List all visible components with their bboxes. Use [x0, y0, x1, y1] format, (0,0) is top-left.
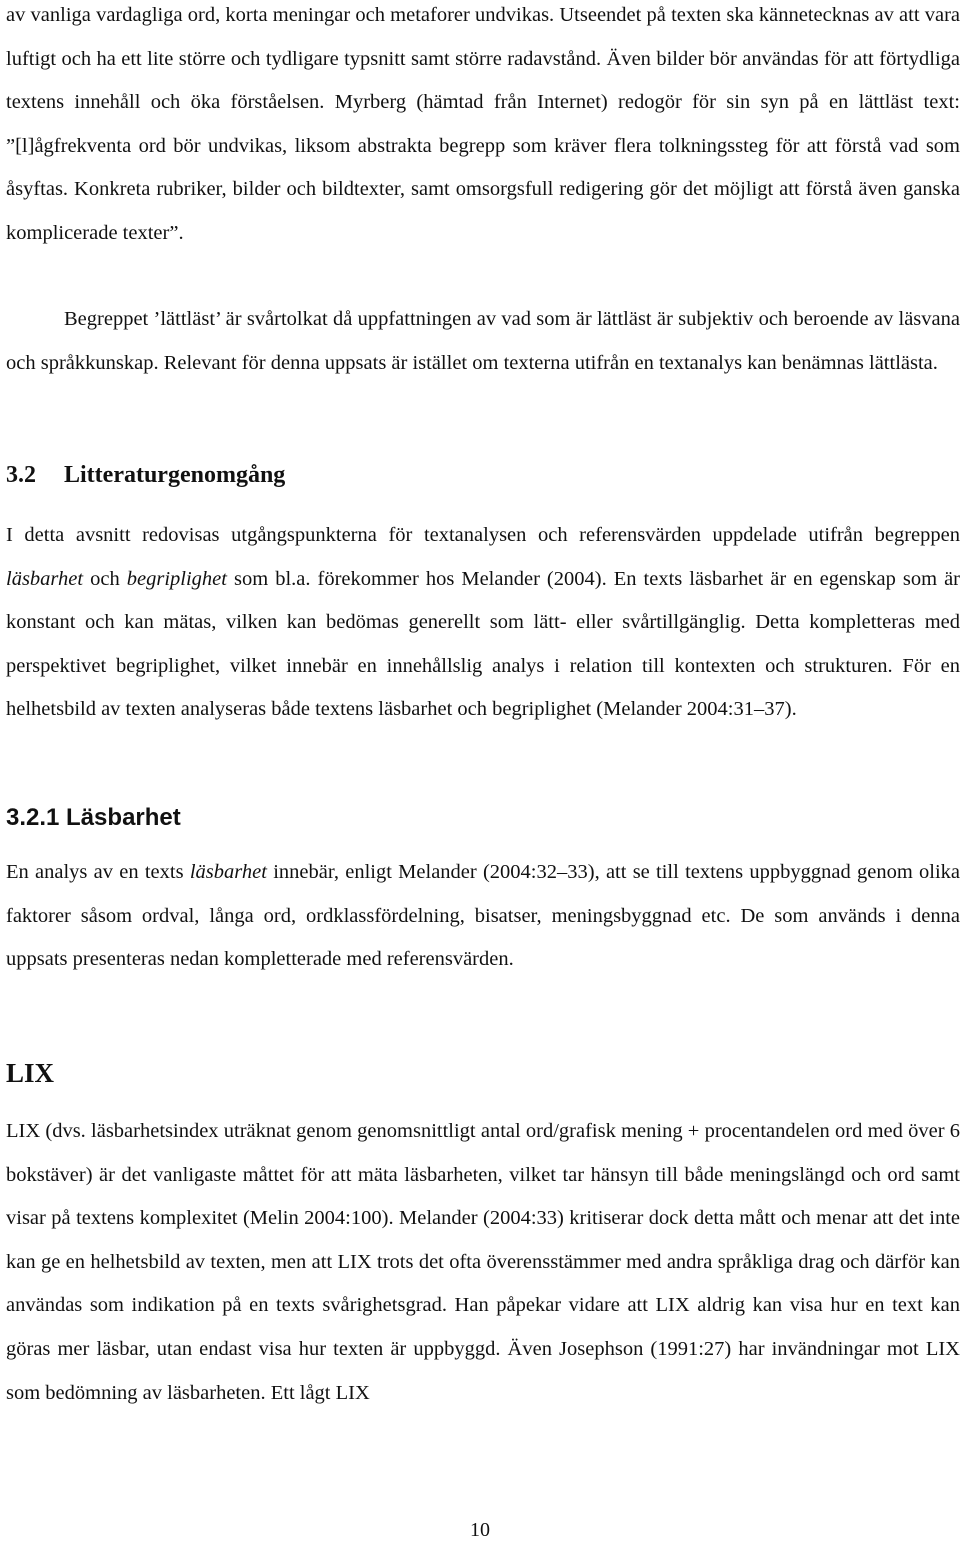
paragraph-intro [6, 0, 960, 256]
term-begriplighet: begriplighet [126, 567, 227, 590]
section-heading-3-2 [6, 462, 285, 489]
paragraph-lasbarhet [6, 851, 960, 982]
term-lasbarhet: läsbarhet [6, 567, 84, 590]
text-run: En analys av en texts [6, 861, 184, 883]
term-lasbarhet: läsbarhet [189, 861, 267, 883]
section-number: 3.2 [6, 462, 36, 488]
section-heading-lix: LIX [6, 1058, 55, 1088]
text-run: I detta avsnitt redovisas utgångspunkterna för textanalysen och referensvärden uppdelade utifrån begreppen [6, 524, 960, 546]
paragraph-text: av vanliga vardagliga ord, korta meningar och metaforer undvikas. Utseendet på texten ska kännetecknas av att vara luftigt och ha ett lite större och tydligare typsnitt samt större radavstånd. Även bilder bör användas för att förtydliga textens innehåll och öka förståelsen. Myrberg (hämtad från Internet) redogör för sin syn på en lättläst text: ”[l]ågfrekventa ord bör undvikas, liksom abstrakta begrepp som kräver flera tolkningssteg för att förstå vad som åsyftas. Konkreta rubriker, bilder och bildtexter, samt omsorgsfull redigering gör det möjligt att förstå även ganska komplicerade texter”. [6, 4, 960, 244]
paragraph-lix [6, 1110, 960, 1415]
section-heading-3-2-1: 3.2.1 Läsbarhet [6, 804, 181, 831]
text-run: som bl.a. förekommer hos Melander (2004). En texts läsbarhet är en egenskap som är konstant och kan mätas, vilken kan bedömas generellt som lätt- eller svårtillgänglig. Detta kompletteras med perspektivet begriplighet, vilket innebär en innehållslig analys i relation till kontexten och strukturen. För en helhetsbild av texten analyseras både textens läsbarhet och begriplighet (Melander 2004:31–37). [6, 567, 960, 721]
paragraph-begreppet [6, 298, 960, 385]
text-run: innebär, enligt Melander (2004:32–33), att se till textens uppbyggnad genom olika faktorer såsom ordval, långa ord, ordklassfördelning, bisatser, meningsbyggnad etc. De som används i denna uppsats presenteras nedan kompletterade med referensvärden. [6, 861, 960, 971]
section-title: Litteraturgenomgång [64, 462, 286, 488]
paragraph-litteraturgenomgang [6, 514, 960, 732]
page-number: 10 [470, 1519, 490, 1541]
paragraph-text [6, 514, 960, 732]
paragraph-text [6, 851, 960, 982]
paragraph-text: LIX (dvs. läsbarhetsindex uträknat genom genomsnittligt antal ord/grafisk mening + procentandelen ord med över 6 bokstäver) är det vanligaste måttet för att mäta läsbarheten, vilket tar hänsyn till både meningslängd och ord samt visar på textens komplexitet (Melin 2004:100). Melander (2004:33) kritiserar dock detta mått och menar att det inte kan ge en helhetsbild av texten, men att LIX trots det ofta överensstämmer med andra språkliga drag och därför kan användas som indikation på en texts svårighetsgrad. Han påpekar vidare att LIX aldrig kan visa hur en text kan göras mer läsbar, utan endast visa hur texten är uppbyggd. Även Josephson (1991:27) har invändningar mot LIX som bedömning av läsbarheten. Ett lågt LIX [6, 1120, 960, 1404]
text-run: och [90, 567, 120, 590]
paragraph-text: Begreppet ’lättläst’ är svårtolkat då uppfattningen av vad som är lättläst är subjektiv och beroende av läsvana och språkkunskap. Relevant för denna uppsats är istället om texterna utifrån en textanalys kan benämnas lättlästa. [6, 308, 960, 374]
